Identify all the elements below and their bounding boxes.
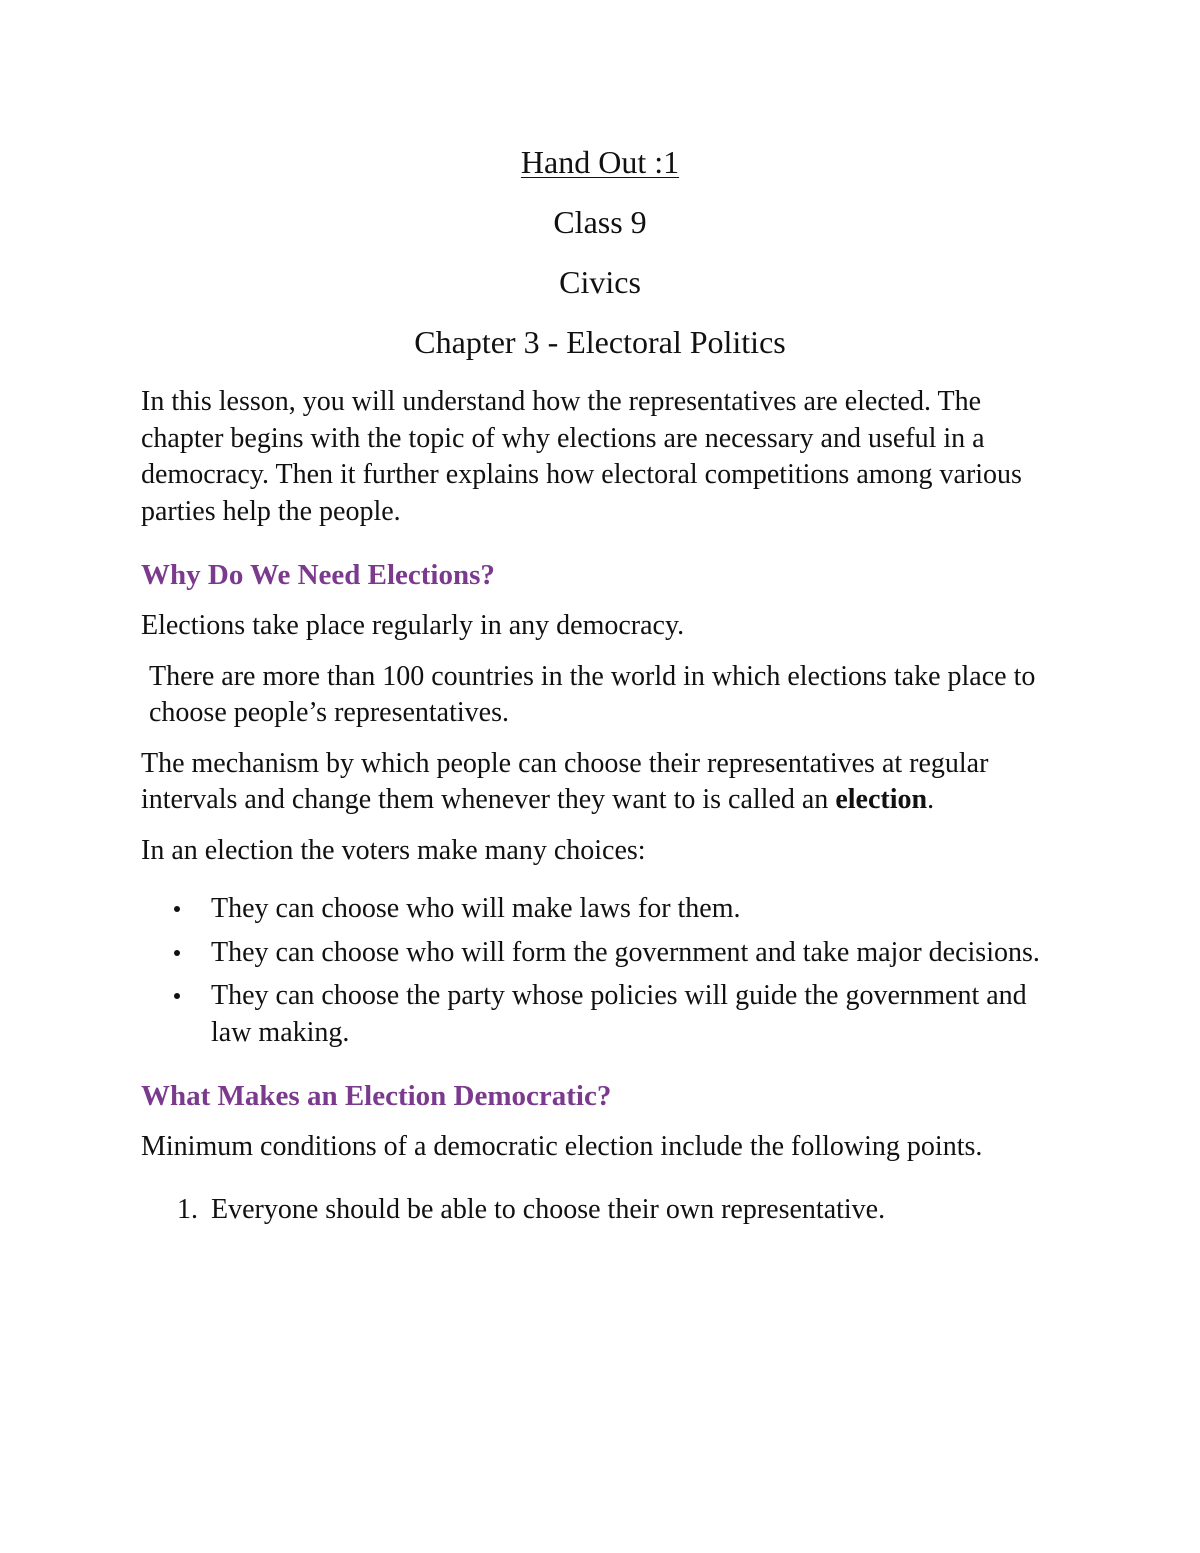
conditions-list <box>141 1192 1061 1229</box>
list-item-text: They can choose who will form the government and take major decisions. <box>211 936 1040 968</box>
paragraph-minimum-conditions: Minimum conditions of a democratic election include the following points. <box>141 1131 983 1162</box>
section-heading-democratic-election: What Makes an Election Democratic? <box>141 1080 612 1112</box>
paragraph-election-definition <box>141 746 1061 819</box>
paragraph-elections-regular: Elections take place regularly in any democracy. <box>141 610 685 641</box>
list-number: 1. <box>177 1193 198 1225</box>
definition-text: The mechanism by which people can choose their representatives at regular intervals and change them whenever they want to is called an <box>141 747 989 815</box>
bullet-icon <box>174 993 180 999</box>
list-item <box>141 891 1061 928</box>
definition-end: . <box>927 784 935 815</box>
list-item-text: Everyone should be able to choose their own representative. <box>211 1193 886 1225</box>
paragraph-countries: There are more than 100 countries in the world in which elections take place to choose people’s representatives. <box>149 660 1036 728</box>
subject-label: Civics <box>559 264 641 300</box>
document-content <box>141 142 1061 1228</box>
list-item <box>141 978 1061 1051</box>
voter-choices-list <box>141 891 1061 1051</box>
list-item <box>141 935 1061 972</box>
list-item <box>141 1192 1061 1229</box>
list-item-text: They can choose the party whose policies will guide the government and law making. <box>211 980 1027 1048</box>
intro-paragraph: In this lesson, you will understand how the representatives are elected. The chapter begins with the topic of why elections are necessary and useful in a democracy. Then it further explains how electoral competitions among various parties help the people. <box>141 386 1022 527</box>
paragraph-voter-choices: In an election the voters make many choices: <box>141 834 646 866</box>
class-label: Class 9 <box>553 204 647 240</box>
chapter-title: Chapter 3 - Electoral Politics <box>414 324 786 360</box>
section-heading-why-elections: Why Do We Need Elections? <box>141 559 495 591</box>
list-item-text: They can choose who will make laws for them. <box>211 893 741 924</box>
bullet-icon <box>174 950 180 956</box>
handout-title: Hand Out :1 <box>520 144 680 180</box>
bullet-icon <box>174 906 180 912</box>
definition-term: election <box>835 784 928 815</box>
